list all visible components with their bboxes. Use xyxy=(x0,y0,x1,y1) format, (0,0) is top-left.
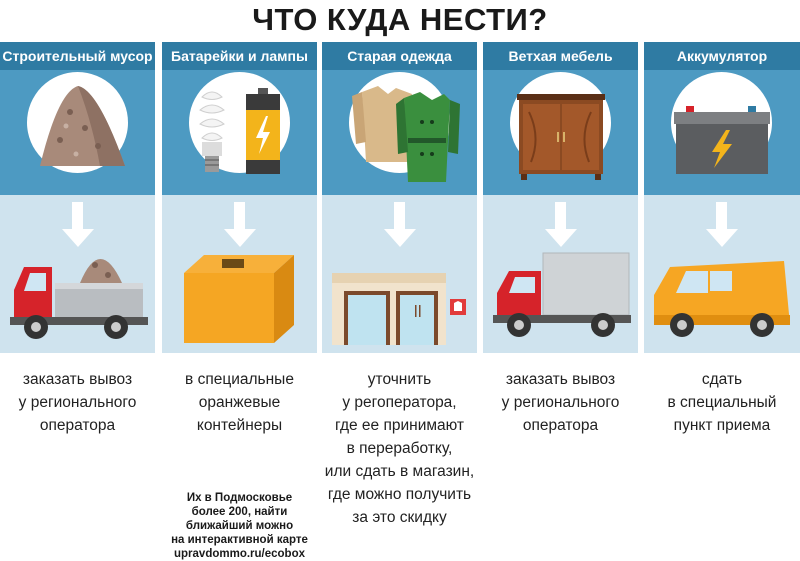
column-old-furniture xyxy=(483,42,638,533)
shop-storefront-icon xyxy=(322,195,477,353)
map-note: Их в Подмосковье более 200, найти ближайший можно на интерактивной карте upravdommo.ru/ecobox xyxy=(162,491,317,561)
rubble-pile-icon xyxy=(0,42,155,195)
ecobox-link[interactable]: upravdommo.ru/ecobox xyxy=(174,548,305,560)
action-text: уточнить у регоператора, где ее принимают в переработку, или сдать в магазин, где можно получить за это скидку xyxy=(324,371,475,526)
column-header: Ветхая мебель xyxy=(483,42,638,70)
battery-and-lamp-icon xyxy=(162,42,317,195)
column-header: Старая одежда xyxy=(322,42,477,70)
action-text: сдать в специальный пункт приема xyxy=(667,371,777,434)
action-text: заказать вывоз у регионального оператора xyxy=(501,371,620,434)
column-car-battery xyxy=(644,42,800,533)
column-batteries-lamps xyxy=(162,42,317,560)
column-old-clothes xyxy=(322,42,477,533)
column-header: Строительный мусор xyxy=(0,42,155,70)
column-construction-waste xyxy=(0,42,155,533)
coats-icon xyxy=(322,42,477,195)
dump-truck-icon xyxy=(0,195,155,353)
wardrobe-icon xyxy=(483,42,638,195)
van-icon xyxy=(644,195,799,353)
action-text: в специальные оранжевые контейнеры xyxy=(185,371,294,434)
column-header: Аккумулятор xyxy=(644,42,800,70)
car-battery-icon xyxy=(644,42,799,195)
action-text: заказать вывоз у регионального оператора xyxy=(18,371,137,434)
column-header: Батарейки и лампы xyxy=(162,42,317,70)
page-title: ЧТО КУДА НЕСТИ? xyxy=(252,2,548,37)
orange-container-icon xyxy=(162,195,317,353)
box-truck-icon xyxy=(483,195,638,353)
